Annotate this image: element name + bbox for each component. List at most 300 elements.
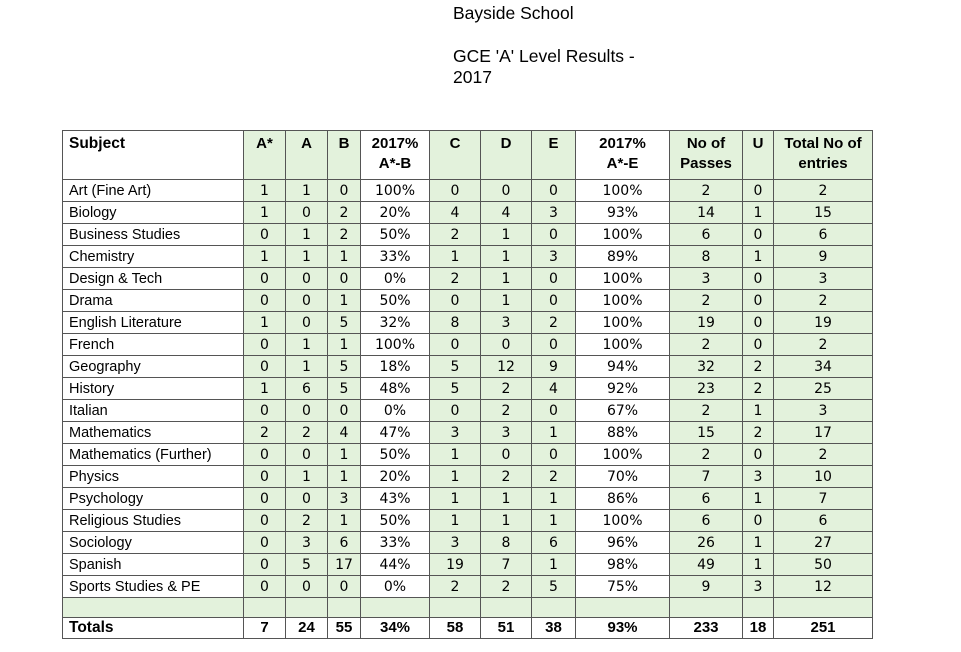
u-cell: 0 bbox=[743, 510, 774, 532]
u-cell: 0 bbox=[743, 268, 774, 290]
subject-name: History bbox=[63, 378, 244, 400]
e-cell: 6 bbox=[532, 532, 576, 554]
spacer-cell bbox=[774, 598, 873, 618]
d-cell: 0 bbox=[481, 334, 532, 356]
table-row bbox=[63, 378, 873, 400]
passes-cell: 14 bbox=[670, 202, 743, 224]
header-label: 2017% A*-E bbox=[599, 135, 646, 172]
total-e: 38 bbox=[532, 618, 576, 639]
subject-name: Sports Studies & PE bbox=[63, 576, 244, 598]
table-row bbox=[63, 180, 873, 202]
passes-cell: 19 bbox=[670, 312, 743, 334]
b-cell: 0 bbox=[328, 268, 361, 290]
a-cell: 6 bbox=[286, 378, 328, 400]
total-passes: 233 bbox=[670, 618, 743, 639]
d-cell: 1 bbox=[481, 488, 532, 510]
d-cell: 1 bbox=[481, 290, 532, 312]
d-cell: 2 bbox=[481, 576, 532, 598]
total-c: 58 bbox=[430, 618, 481, 639]
table-row bbox=[63, 356, 873, 378]
b-cell: 1 bbox=[328, 334, 361, 356]
b-cell: 2 bbox=[328, 224, 361, 246]
d-cell: 1 bbox=[481, 510, 532, 532]
a-star-cell: 0 bbox=[244, 356, 286, 378]
pct-a-star-e-cell: 100% bbox=[576, 180, 670, 202]
table-row bbox=[63, 312, 873, 334]
e-cell: 0 bbox=[532, 400, 576, 422]
subject-name: Spanish bbox=[63, 554, 244, 576]
a-cell: 0 bbox=[286, 576, 328, 598]
table-row bbox=[63, 510, 873, 532]
pct-a-star-e-cell: 100% bbox=[576, 290, 670, 312]
header-label: D bbox=[500, 135, 512, 152]
passes-cell: 2 bbox=[670, 180, 743, 202]
a-cell: 0 bbox=[286, 268, 328, 290]
table-row bbox=[63, 422, 873, 444]
header-subject bbox=[63, 131, 244, 180]
pct-a-star-e-cell: 100% bbox=[576, 510, 670, 532]
pct-a-star-b-cell: 47% bbox=[361, 422, 430, 444]
passes-cell: 6 bbox=[670, 510, 743, 532]
a-cell: 2 bbox=[286, 510, 328, 532]
passes-cell: 2 bbox=[670, 334, 743, 356]
report-title-line1: GCE 'A' Level Results - bbox=[453, 46, 635, 66]
table-row bbox=[63, 400, 873, 422]
a-star-cell: 0 bbox=[244, 444, 286, 466]
total-a-star: 7 bbox=[244, 618, 286, 639]
header-row bbox=[63, 131, 873, 180]
spacer-cell bbox=[286, 598, 328, 618]
total-total-entries: 251 bbox=[774, 618, 873, 639]
a-cell: 0 bbox=[286, 444, 328, 466]
c-cell: 4 bbox=[430, 202, 481, 224]
u-cell: 2 bbox=[743, 422, 774, 444]
e-cell: 2 bbox=[532, 312, 576, 334]
pct-a-star-e-cell: 100% bbox=[576, 312, 670, 334]
header-passes bbox=[670, 131, 743, 180]
a-star-cell: 0 bbox=[244, 400, 286, 422]
a-cell: 5 bbox=[286, 554, 328, 576]
totals-row bbox=[63, 618, 873, 639]
c-cell: 5 bbox=[430, 378, 481, 400]
subject-name: Sociology bbox=[63, 532, 244, 554]
total-entries-cell: 2 bbox=[774, 290, 873, 312]
report-title-line2: 2017 bbox=[453, 67, 492, 87]
a-star-cell: 0 bbox=[244, 554, 286, 576]
passes-cell: 9 bbox=[670, 576, 743, 598]
subject-name: Religious Studies bbox=[63, 510, 244, 532]
header-label: Subject bbox=[69, 135, 125, 152]
totals-label: Totals bbox=[63, 618, 244, 639]
table-row bbox=[63, 532, 873, 554]
passes-cell: 26 bbox=[670, 532, 743, 554]
table-row bbox=[63, 202, 873, 224]
e-cell: 1 bbox=[532, 554, 576, 576]
d-cell: 3 bbox=[481, 422, 532, 444]
spacer-cell bbox=[361, 598, 430, 618]
header-c bbox=[430, 131, 481, 180]
a-star-cell: 0 bbox=[244, 466, 286, 488]
a-cell: 2 bbox=[286, 422, 328, 444]
spacer-cell bbox=[244, 598, 286, 618]
pct-a-star-e-cell: 96% bbox=[576, 532, 670, 554]
c-cell: 0 bbox=[430, 290, 481, 312]
c-cell: 5 bbox=[430, 356, 481, 378]
b-cell: 1 bbox=[328, 444, 361, 466]
a-star-cell: 1 bbox=[244, 202, 286, 224]
u-cell: 0 bbox=[743, 444, 774, 466]
pct-a-star-b-cell: 33% bbox=[361, 532, 430, 554]
c-cell: 19 bbox=[430, 554, 481, 576]
spacer-cell bbox=[532, 598, 576, 618]
e-cell: 0 bbox=[532, 334, 576, 356]
passes-cell: 32 bbox=[670, 356, 743, 378]
c-cell: 0 bbox=[430, 334, 481, 356]
total-pct-a-star-b: 34% bbox=[361, 618, 430, 639]
e-cell: 9 bbox=[532, 356, 576, 378]
u-cell: 2 bbox=[743, 356, 774, 378]
a-cell: 1 bbox=[286, 180, 328, 202]
d-cell: 1 bbox=[481, 268, 532, 290]
e-cell: 4 bbox=[532, 378, 576, 400]
total-entries-cell: 7 bbox=[774, 488, 873, 510]
total-entries-cell: 3 bbox=[774, 400, 873, 422]
e-cell: 0 bbox=[532, 290, 576, 312]
c-cell: 1 bbox=[430, 488, 481, 510]
school-name: Bayside School bbox=[453, 3, 574, 23]
table-row bbox=[63, 444, 873, 466]
b-cell: 3 bbox=[328, 488, 361, 510]
spacer-cell bbox=[481, 598, 532, 618]
total-entries-cell: 2 bbox=[774, 180, 873, 202]
pct-a-star-b-cell: 20% bbox=[361, 202, 430, 224]
pct-a-star-b-cell: 50% bbox=[361, 444, 430, 466]
pct-a-star-e-cell: 98% bbox=[576, 554, 670, 576]
pct-a-star-e-cell: 70% bbox=[576, 466, 670, 488]
b-cell: 1 bbox=[328, 290, 361, 312]
table-row bbox=[63, 334, 873, 356]
a-star-cell: 0 bbox=[244, 532, 286, 554]
e-cell: 0 bbox=[532, 268, 576, 290]
pct-a-star-b-cell: 18% bbox=[361, 356, 430, 378]
pct-a-star-e-cell: 75% bbox=[576, 576, 670, 598]
pct-a-star-e-cell: 100% bbox=[576, 444, 670, 466]
c-cell: 2 bbox=[430, 576, 481, 598]
total-entries-cell: 10 bbox=[774, 466, 873, 488]
passes-cell: 2 bbox=[670, 290, 743, 312]
pct-a-star-b-cell: 43% bbox=[361, 488, 430, 510]
subject-name: French bbox=[63, 334, 244, 356]
d-cell: 0 bbox=[481, 180, 532, 202]
d-cell: 2 bbox=[481, 378, 532, 400]
d-cell: 2 bbox=[481, 466, 532, 488]
header-pct-a-star-b bbox=[361, 131, 430, 180]
total-entries-cell: 9 bbox=[774, 246, 873, 268]
e-cell: 1 bbox=[532, 422, 576, 444]
e-cell: 0 bbox=[532, 224, 576, 246]
subject-name: Chemistry bbox=[63, 246, 244, 268]
a-star-cell: 2 bbox=[244, 422, 286, 444]
u-cell: 3 bbox=[743, 466, 774, 488]
u-cell: 0 bbox=[743, 334, 774, 356]
d-cell: 4 bbox=[481, 202, 532, 224]
a-star-cell: 0 bbox=[244, 510, 286, 532]
subject-name: Italian bbox=[63, 400, 244, 422]
a-cell: 3 bbox=[286, 532, 328, 554]
pct-a-star-b-cell: 0% bbox=[361, 400, 430, 422]
a-star-cell: 0 bbox=[244, 488, 286, 510]
c-cell: 8 bbox=[430, 312, 481, 334]
table-row bbox=[63, 488, 873, 510]
e-cell: 3 bbox=[532, 202, 576, 224]
u-cell: 3 bbox=[743, 576, 774, 598]
pct-a-star-e-cell: 89% bbox=[576, 246, 670, 268]
a-star-cell: 0 bbox=[244, 268, 286, 290]
subject-name: Mathematics (Further) bbox=[63, 444, 244, 466]
total-entries-cell: 6 bbox=[774, 510, 873, 532]
u-cell: 1 bbox=[743, 532, 774, 554]
c-cell: 2 bbox=[430, 224, 481, 246]
a-star-cell: 1 bbox=[244, 378, 286, 400]
u-cell: 1 bbox=[743, 202, 774, 224]
d-cell: 12 bbox=[481, 356, 532, 378]
passes-cell: 6 bbox=[670, 224, 743, 246]
header-a bbox=[286, 131, 328, 180]
pct-a-star-b-cell: 50% bbox=[361, 510, 430, 532]
c-cell: 1 bbox=[430, 246, 481, 268]
u-cell: 0 bbox=[743, 290, 774, 312]
spacer-cell bbox=[430, 598, 481, 618]
spacer-cell bbox=[576, 598, 670, 618]
d-cell: 2 bbox=[481, 400, 532, 422]
passes-cell: 8 bbox=[670, 246, 743, 268]
pct-a-star-e-cell: 100% bbox=[576, 334, 670, 356]
pct-a-star-e-cell: 93% bbox=[576, 202, 670, 224]
passes-cell: 23 bbox=[670, 378, 743, 400]
total-entries-cell: 19 bbox=[774, 312, 873, 334]
c-cell: 3 bbox=[430, 532, 481, 554]
u-cell: 2 bbox=[743, 378, 774, 400]
results-table bbox=[62, 130, 873, 639]
pct-a-star-e-cell: 100% bbox=[576, 224, 670, 246]
pct-a-star-e-cell: 94% bbox=[576, 356, 670, 378]
a-star-cell: 1 bbox=[244, 246, 286, 268]
a-cell: 0 bbox=[286, 488, 328, 510]
a-cell: 1 bbox=[286, 356, 328, 378]
subject-name: Biology bbox=[63, 202, 244, 224]
total-pct-a-star-e: 93% bbox=[576, 618, 670, 639]
header-b bbox=[328, 131, 361, 180]
d-cell: 8 bbox=[481, 532, 532, 554]
total-entries-cell: 50 bbox=[774, 554, 873, 576]
pct-a-star-b-cell: 100% bbox=[361, 180, 430, 202]
header-label: B bbox=[338, 135, 350, 152]
c-cell: 1 bbox=[430, 466, 481, 488]
pct-a-star-b-cell: 50% bbox=[361, 290, 430, 312]
pct-a-star-b-cell: 20% bbox=[361, 466, 430, 488]
spacer-row bbox=[63, 598, 873, 618]
total-entries-cell: 12 bbox=[774, 576, 873, 598]
a-cell: 1 bbox=[286, 466, 328, 488]
a-cell: 0 bbox=[286, 202, 328, 224]
passes-cell: 3 bbox=[670, 268, 743, 290]
a-cell: 0 bbox=[286, 400, 328, 422]
header-label: E bbox=[548, 135, 559, 152]
header-e bbox=[532, 131, 576, 180]
d-cell: 7 bbox=[481, 554, 532, 576]
b-cell: 5 bbox=[328, 356, 361, 378]
u-cell: 0 bbox=[743, 180, 774, 202]
pct-a-star-b-cell: 50% bbox=[361, 224, 430, 246]
table-row bbox=[63, 268, 873, 290]
c-cell: 0 bbox=[430, 180, 481, 202]
header-label: C bbox=[449, 135, 461, 152]
pct-a-star-b-cell: 48% bbox=[361, 378, 430, 400]
total-entries-cell: 3 bbox=[774, 268, 873, 290]
c-cell: 0 bbox=[430, 400, 481, 422]
subject-name: Design & Tech bbox=[63, 268, 244, 290]
d-cell: 3 bbox=[481, 312, 532, 334]
e-cell: 1 bbox=[532, 488, 576, 510]
results-table-body bbox=[63, 131, 873, 639]
u-cell: 1 bbox=[743, 488, 774, 510]
d-cell: 1 bbox=[481, 246, 532, 268]
header-label: 2017% A*-B bbox=[371, 135, 419, 172]
b-cell: 2 bbox=[328, 202, 361, 224]
pct-a-star-e-cell: 88% bbox=[576, 422, 670, 444]
b-cell: 4 bbox=[328, 422, 361, 444]
b-cell: 5 bbox=[328, 312, 361, 334]
passes-cell: 7 bbox=[670, 466, 743, 488]
spacer-cell bbox=[743, 598, 774, 618]
pct-a-star-e-cell: 86% bbox=[576, 488, 670, 510]
b-cell: 6 bbox=[328, 532, 361, 554]
b-cell: 1 bbox=[328, 510, 361, 532]
total-d: 51 bbox=[481, 618, 532, 639]
a-cell: 1 bbox=[286, 224, 328, 246]
total-entries-cell: 2 bbox=[774, 444, 873, 466]
spacer-cell bbox=[63, 598, 244, 618]
subject-name: Physics bbox=[63, 466, 244, 488]
subject-name: Mathematics bbox=[63, 422, 244, 444]
a-cell: 1 bbox=[286, 334, 328, 356]
header-label: Total No of entries bbox=[784, 135, 862, 172]
pct-a-star-b-cell: 0% bbox=[361, 268, 430, 290]
b-cell: 0 bbox=[328, 576, 361, 598]
a-cell: 0 bbox=[286, 290, 328, 312]
total-b: 55 bbox=[328, 618, 361, 639]
b-cell: 17 bbox=[328, 554, 361, 576]
b-cell: 0 bbox=[328, 180, 361, 202]
a-star-cell: 0 bbox=[244, 290, 286, 312]
total-entries-cell: 27 bbox=[774, 532, 873, 554]
pct-a-star-e-cell: 92% bbox=[576, 378, 670, 400]
passes-cell: 6 bbox=[670, 488, 743, 510]
e-cell: 2 bbox=[532, 466, 576, 488]
pct-a-star-e-cell: 67% bbox=[576, 400, 670, 422]
header-pct-a-star-e bbox=[576, 131, 670, 180]
total-entries-cell: 2 bbox=[774, 334, 873, 356]
subject-name: Psychology bbox=[63, 488, 244, 510]
total-entries-cell: 17 bbox=[774, 422, 873, 444]
e-cell: 5 bbox=[532, 576, 576, 598]
d-cell: 0 bbox=[481, 444, 532, 466]
subject-name: Geography bbox=[63, 356, 244, 378]
table-row bbox=[63, 224, 873, 246]
c-cell: 1 bbox=[430, 510, 481, 532]
pct-a-star-b-cell: 44% bbox=[361, 554, 430, 576]
e-cell: 0 bbox=[532, 444, 576, 466]
a-star-cell: 1 bbox=[244, 180, 286, 202]
b-cell: 0 bbox=[328, 400, 361, 422]
u-cell: 1 bbox=[743, 554, 774, 576]
total-entries-cell: 25 bbox=[774, 378, 873, 400]
a-star-cell: 0 bbox=[244, 334, 286, 356]
e-cell: 1 bbox=[532, 510, 576, 532]
u-cell: 0 bbox=[743, 312, 774, 334]
subject-name: Drama bbox=[63, 290, 244, 312]
e-cell: 3 bbox=[532, 246, 576, 268]
a-star-cell: 0 bbox=[244, 576, 286, 598]
a-cell: 1 bbox=[286, 246, 328, 268]
a-star-cell: 1 bbox=[244, 312, 286, 334]
d-cell: 1 bbox=[481, 224, 532, 246]
header-label: A bbox=[301, 135, 312, 152]
header-u bbox=[743, 131, 774, 180]
table-row bbox=[63, 576, 873, 598]
total-u: 18 bbox=[743, 618, 774, 639]
pct-a-star-b-cell: 33% bbox=[361, 246, 430, 268]
header-a-star bbox=[244, 131, 286, 180]
c-cell: 1 bbox=[430, 444, 481, 466]
table-row bbox=[63, 554, 873, 576]
table-row bbox=[63, 466, 873, 488]
b-cell: 5 bbox=[328, 378, 361, 400]
passes-cell: 15 bbox=[670, 422, 743, 444]
table-row bbox=[63, 246, 873, 268]
u-cell: 1 bbox=[743, 400, 774, 422]
pct-a-star-b-cell: 32% bbox=[361, 312, 430, 334]
spacer-cell bbox=[670, 598, 743, 618]
header-label: U bbox=[752, 135, 764, 152]
total-entries-cell: 34 bbox=[774, 356, 873, 378]
b-cell: 1 bbox=[328, 466, 361, 488]
header-label: A* bbox=[256, 135, 273, 152]
passes-cell: 2 bbox=[670, 400, 743, 422]
passes-cell: 49 bbox=[670, 554, 743, 576]
subject-name: English Literature bbox=[63, 312, 244, 334]
e-cell: 0 bbox=[532, 180, 576, 202]
c-cell: 2 bbox=[430, 268, 481, 290]
b-cell: 1 bbox=[328, 246, 361, 268]
pct-a-star-b-cell: 0% bbox=[361, 576, 430, 598]
a-star-cell: 0 bbox=[244, 224, 286, 246]
pct-a-star-e-cell: 100% bbox=[576, 268, 670, 290]
header-label: No of Passes bbox=[680, 135, 732, 172]
u-cell: 1 bbox=[743, 246, 774, 268]
a-cell: 0 bbox=[286, 312, 328, 334]
c-cell: 3 bbox=[430, 422, 481, 444]
pct-a-star-b-cell: 100% bbox=[361, 334, 430, 356]
header-d bbox=[481, 131, 532, 180]
passes-cell: 2 bbox=[670, 444, 743, 466]
subject-name: Art (Fine Art) bbox=[63, 180, 244, 202]
spacer-cell bbox=[328, 598, 361, 618]
table-row bbox=[63, 290, 873, 312]
u-cell: 0 bbox=[743, 224, 774, 246]
subject-name: Business Studies bbox=[63, 224, 244, 246]
total-a: 24 bbox=[286, 618, 328, 639]
